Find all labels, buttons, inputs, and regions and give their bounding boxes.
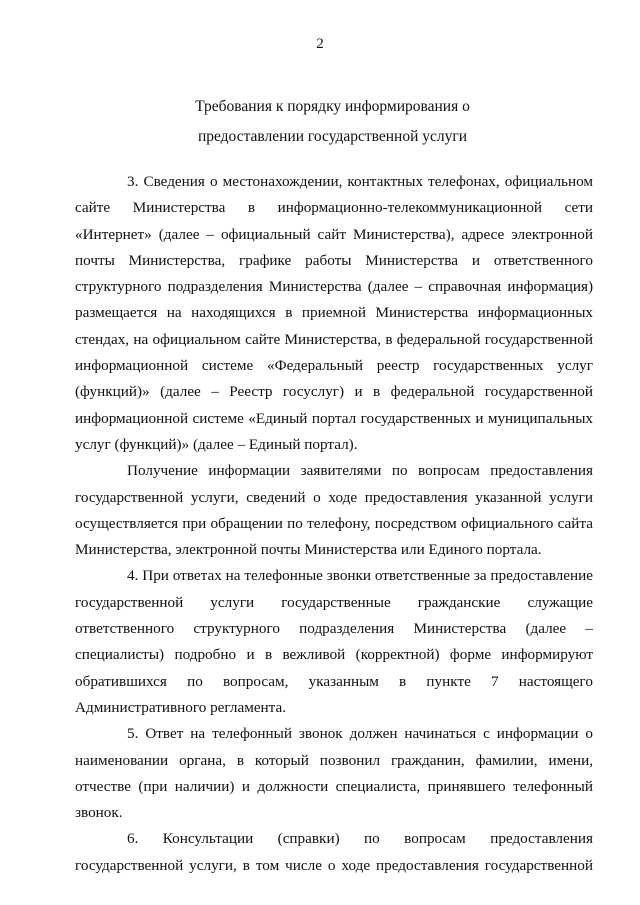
text-line: «Интернет» (далее – официальный сайт Министерства), адресе электронной	[75, 225, 593, 243]
text-line: (функций)» (далее – Реестр госуслуг) и в федеральной государственной	[75, 383, 593, 401]
text-line: государственной услуги государственные гражданские служащие	[75, 593, 593, 611]
text-line: стендах, на официальном сайте Министерства, в федеральной государственной	[75, 330, 593, 348]
section-heading	[60, 92, 605, 152]
text-line: наименовании органа, в который позвонил гражданин, фамилии, имени,	[75, 751, 593, 769]
paragraph-3	[75, 169, 593, 458]
text-line: почты Министерства, графике работы Министерства и ответственного	[75, 251, 593, 269]
text-line: Административного регламента.	[75, 698, 287, 716]
heading-line-1: Требования к порядку информирования о	[195, 98, 470, 115]
text-line: услуг (функций)» (далее – Единый портал).	[75, 435, 358, 453]
document-body	[75, 169, 593, 879]
text-line: 3. Сведения о местонахождении, контактных телефонах, официальном	[127, 173, 593, 190]
text-line: сайте Министерства в информационно-телекоммуникационной сети	[75, 199, 593, 217]
text-line: Министерства, электронной почты Министерства или Единого портала.	[75, 541, 542, 559]
text-line: 4. При ответах на телефонные звонки ответственные за предоставление	[127, 567, 593, 585]
paragraph-5	[75, 721, 593, 826]
text-line: специалисты) подробно и в вежливой (корректной) форме информируют	[75, 646, 593, 664]
text-line: структурного подразделения Министерства (далее – справочная информация)	[75, 278, 593, 296]
text-line: государственной услуги, сведений о ходе предоставления указанной услуги	[75, 488, 593, 506]
text-line: осуществляется при обращении по телефону, посредством официального сайта	[75, 514, 593, 532]
text-line: звонок.	[75, 804, 123, 822]
text-line: Получение информации заявителями по вопросам предоставления	[127, 462, 593, 480]
text-line: размещается на находящихся в приемной Министерства информационных	[75, 304, 593, 322]
text-line: ответственного структурного подразделения Министерства (далее –	[75, 620, 593, 638]
paragraph-4	[75, 563, 593, 721]
text-line: информационной системе «Федеральный реестр государственных услуг	[75, 357, 593, 375]
page-number: 2	[316, 36, 324, 52]
heading-line-2: предоставлении государственной услуги	[197, 128, 468, 145]
text-line: 5. Ответ на телефонный звонок должен начинаться с информации о	[127, 725, 593, 743]
paragraph-6	[75, 826, 593, 879]
text-line: информационной системе «Единый портал государственных и муниципальных	[75, 409, 593, 427]
text-line: отчестве (при наличии) и должности специалиста, принявшего телефонный	[75, 777, 593, 795]
text-line: 6. Консультации (справки) по вопросам предоставления	[127, 830, 593, 848]
text-line: обратившихся по вопросам, указанным в пункте 7 настоящего	[75, 672, 593, 690]
text-line: государственной услуги, в том числе о ходе предоставления государственной	[75, 856, 593, 874]
paragraph-3-continued	[75, 458, 593, 563]
